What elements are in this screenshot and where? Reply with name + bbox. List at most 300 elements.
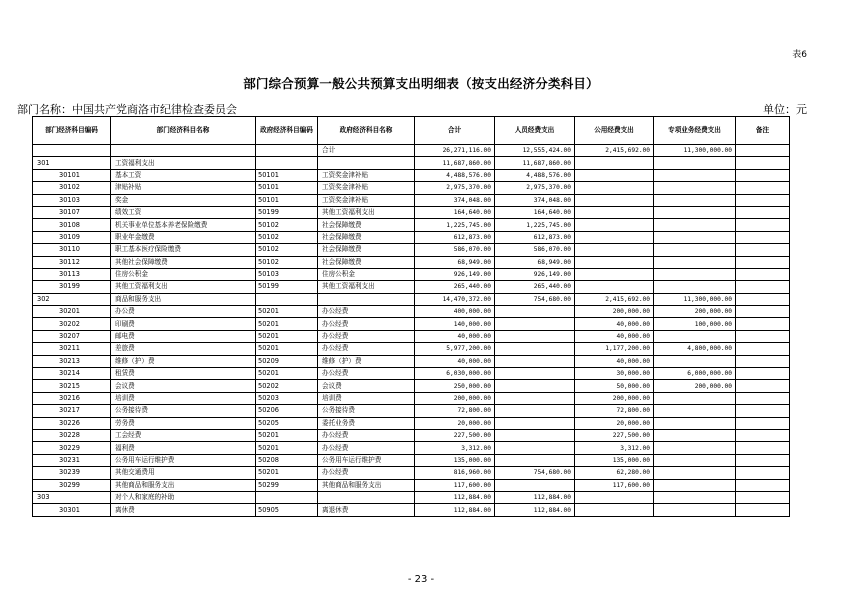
- cell-note: [736, 206, 790, 218]
- cell-total: 2,975,370.00: [415, 182, 495, 194]
- table-row: [33, 268, 790, 280]
- cell-dept-name: 离休费: [111, 504, 256, 516]
- cell-note: [736, 194, 790, 206]
- header-gov-code: 政府经济科目编码: [256, 117, 318, 145]
- cell-dept-code: 30216: [33, 392, 111, 404]
- cell-dept-name: 福利费: [111, 442, 256, 454]
- cell-gov-name: [318, 157, 415, 169]
- cell-total: 72,800.00: [415, 405, 495, 417]
- cell-total: 586,070.00: [415, 244, 495, 256]
- cell-personnel: 926,149.00: [495, 268, 575, 280]
- cell-personnel: 112,884.00: [495, 491, 575, 503]
- table-row: [33, 343, 790, 355]
- table-row: [33, 442, 790, 454]
- cell-personnel: [495, 417, 575, 429]
- cell-dept-code: 30103: [33, 194, 111, 206]
- cell-gov-code: 50299: [256, 479, 318, 491]
- cell-personnel: [495, 429, 575, 441]
- cell-gov-name: 工资奖金津补贴: [318, 169, 415, 181]
- cell-dept-code: 30217: [33, 405, 111, 417]
- cell-dept-code: 30301: [33, 504, 111, 516]
- cell-special: [654, 442, 736, 454]
- table-row: [33, 479, 790, 491]
- cell-dept-code: 30112: [33, 256, 111, 268]
- cell-total: 816,960.00: [415, 467, 495, 479]
- cell-dept-name: 培训费: [111, 392, 256, 404]
- cell-gov-code: 50201: [256, 429, 318, 441]
- table-number-label: 表6: [792, 50, 807, 60]
- cell-total: 374,048.00: [415, 194, 495, 206]
- cell-note: [736, 429, 790, 441]
- header-public: 公用经费支出: [575, 117, 654, 145]
- cell-dept-code: 30215: [33, 380, 111, 392]
- cell-gov-name: 合计: [318, 145, 415, 157]
- cell-gov-code: 50101: [256, 169, 318, 181]
- cell-dept-name: 工会经费: [111, 429, 256, 441]
- cell-note: [736, 504, 790, 516]
- cell-note: [736, 306, 790, 318]
- cell-special: 200,000.00: [654, 306, 736, 318]
- cell-total: 112,884.00: [415, 491, 495, 503]
- cell-total: 135,000.00: [415, 454, 495, 466]
- header-dept-name: 部门经济科目名称: [111, 117, 256, 145]
- cell-personnel: [495, 318, 575, 330]
- cell-gov-code: 50208: [256, 454, 318, 466]
- cell-gov-code: 50905: [256, 504, 318, 516]
- cell-gov-name: 培训费: [318, 392, 415, 404]
- cell-public: [575, 194, 654, 206]
- page-title: 部门综合预算一般公共预算支出明细表（按支出经济分类科目）: [243, 76, 599, 91]
- cell-personnel: [495, 405, 575, 417]
- cell-public: 227,500.00: [575, 429, 654, 441]
- cell-personnel: 754,680.00: [495, 293, 575, 305]
- cell-gov-name: [318, 293, 415, 305]
- cell-total: 6,030,000.00: [415, 368, 495, 380]
- table-row: [33, 194, 790, 206]
- cell-dept-name: 公务用车运行维护费: [111, 454, 256, 466]
- cell-total: 26,271,116.00: [415, 145, 495, 157]
- table-row: [33, 306, 790, 318]
- cell-personnel: 164,640.00: [495, 206, 575, 218]
- cell-gov-code: 50206: [256, 405, 318, 417]
- cell-gov-name: 办公经费: [318, 306, 415, 318]
- cell-special: [654, 479, 736, 491]
- table-row: [33, 219, 790, 231]
- cell-note: [736, 293, 790, 305]
- cell-gov-name: 委托业务费: [318, 417, 415, 429]
- cell-total: 14,470,372.00: [415, 293, 495, 305]
- table-row: [33, 380, 790, 392]
- currency-unit: 单位：元: [763, 103, 807, 116]
- cell-public: 72,800.00: [575, 405, 654, 417]
- cell-total: 1,225,745.00: [415, 219, 495, 231]
- cell-personnel: [495, 442, 575, 454]
- cell-personnel: 612,873.00: [495, 231, 575, 243]
- cell-total: 926,149.00: [415, 268, 495, 280]
- cell-dept-code: 30107: [33, 206, 111, 218]
- cell-dept-name: [111, 145, 256, 157]
- cell-gov-name: 公务接待费: [318, 405, 415, 417]
- cell-public: [575, 504, 654, 516]
- cell-dept-name: 租赁费: [111, 368, 256, 380]
- department-name: 部门名称：中国共产党商洛市纪律检查委员会: [17, 103, 237, 116]
- cell-public: 200,000.00: [575, 306, 654, 318]
- cell-gov-code: [256, 293, 318, 305]
- cell-dept-name: 商品和服务支出: [111, 293, 256, 305]
- cell-personnel: [495, 380, 575, 392]
- table-row: [33, 231, 790, 243]
- cell-note: [736, 491, 790, 503]
- cell-personnel: [495, 479, 575, 491]
- cell-gov-code: 50101: [256, 194, 318, 206]
- cell-special: [654, 157, 736, 169]
- cell-dept-name: 差旅费: [111, 343, 256, 355]
- cell-gov-name: 社会保障缴费: [318, 244, 415, 256]
- cell-dept-name: 其他商品和服务支出: [111, 479, 256, 491]
- cell-total: 200,000.00: [415, 392, 495, 404]
- cell-public: [575, 281, 654, 293]
- table-row: [33, 368, 790, 380]
- table-row: [33, 318, 790, 330]
- cell-dept-name: 其他交通费用: [111, 467, 256, 479]
- cell-note: [736, 467, 790, 479]
- cell-personnel: 12,555,424.00: [495, 145, 575, 157]
- cell-public: 1,177,200.00: [575, 343, 654, 355]
- cell-dept-name: 会议费: [111, 380, 256, 392]
- cell-dept-code: 30239: [33, 467, 111, 479]
- cell-note: [736, 281, 790, 293]
- cell-special: [654, 429, 736, 441]
- cell-dept-name: 劳务费: [111, 417, 256, 429]
- cell-dept-code: 30214: [33, 368, 111, 380]
- cell-gov-code: [256, 157, 318, 169]
- cell-total: 5,977,200.00: [415, 343, 495, 355]
- cell-dept-code: 30109: [33, 231, 111, 243]
- cell-note: [736, 368, 790, 380]
- cell-public: 50,000.00: [575, 380, 654, 392]
- cell-note: [736, 417, 790, 429]
- cell-special: [654, 256, 736, 268]
- cell-special: 11,300,000.00: [654, 145, 736, 157]
- page-number: - 23 -: [407, 574, 435, 585]
- cell-dept-name: 津贴补贴: [111, 182, 256, 194]
- table-row: [33, 491, 790, 503]
- table-row: [33, 206, 790, 218]
- cell-gov-name: 办公经费: [318, 442, 415, 454]
- cell-note: [736, 219, 790, 231]
- cell-total: 612,873.00: [415, 231, 495, 243]
- cell-public: [575, 157, 654, 169]
- cell-personnel: [495, 368, 575, 380]
- cell-total: 11,687,860.00: [415, 157, 495, 169]
- cell-total: 4,488,576.00: [415, 169, 495, 181]
- table-row: [33, 157, 790, 169]
- cell-dept-code: 30207: [33, 330, 111, 342]
- header-note: 备注: [736, 117, 790, 145]
- cell-special: 6,000,000.00: [654, 368, 736, 380]
- table-row: [33, 330, 790, 342]
- cell-dept-name: 基本工资: [111, 169, 256, 181]
- cell-dept-code: 30211: [33, 343, 111, 355]
- cell-total: 40,000.00: [415, 330, 495, 342]
- cell-dept-code: 30229: [33, 442, 111, 454]
- cell-public: [575, 231, 654, 243]
- cell-public: [575, 206, 654, 218]
- cell-personnel: 11,687,860.00: [495, 157, 575, 169]
- cell-gov-code: 50199: [256, 281, 318, 293]
- cell-dept-code: 30102: [33, 182, 111, 194]
- cell-note: [736, 454, 790, 466]
- cell-special: [654, 219, 736, 231]
- cell-total: 3,312.00: [415, 442, 495, 454]
- table-header-row: [33, 117, 790, 145]
- header-gov-name: 政府经济科目名称: [318, 117, 415, 145]
- cell-gov-code: 50202: [256, 380, 318, 392]
- cell-special: [654, 467, 736, 479]
- cell-personnel: [495, 306, 575, 318]
- table-row: [33, 392, 790, 404]
- header-dept-code: 部门经济科目编码: [33, 117, 111, 145]
- cell-total: 400,000.00: [415, 306, 495, 318]
- cell-special: 11,300,000.00: [654, 293, 736, 305]
- table-row: [33, 355, 790, 367]
- cell-dept-name: 对个人和家庭的补助: [111, 491, 256, 503]
- cell-gov-name: 社会保障缴费: [318, 256, 415, 268]
- cell-gov-code: 50201: [256, 368, 318, 380]
- cell-note: [736, 256, 790, 268]
- cell-special: [654, 281, 736, 293]
- header-personnel: 人员经费支出: [495, 117, 575, 145]
- cell-gov-code: [256, 491, 318, 503]
- cell-dept-code: 30231: [33, 454, 111, 466]
- cell-public: [575, 244, 654, 256]
- cell-total: 140,000.00: [415, 318, 495, 330]
- cell-note: [736, 145, 790, 157]
- cell-note: [736, 330, 790, 342]
- cell-gov-code: 50203: [256, 392, 318, 404]
- cell-special: [654, 417, 736, 429]
- cell-gov-code: 50102: [256, 244, 318, 256]
- cell-note: [736, 442, 790, 454]
- cell-gov-code: 50199: [256, 206, 318, 218]
- cell-personnel: 112,884.00: [495, 504, 575, 516]
- cell-public: 40,000.00: [575, 330, 654, 342]
- cell-personnel: 2,975,370.00: [495, 182, 575, 194]
- cell-gov-name: 离退休费: [318, 504, 415, 516]
- cell-special: [654, 330, 736, 342]
- cell-special: [654, 169, 736, 181]
- cell-personnel: 265,440.00: [495, 281, 575, 293]
- table-row: [33, 169, 790, 181]
- table-row: [33, 293, 790, 305]
- cell-personnel: [495, 454, 575, 466]
- cell-public: [575, 256, 654, 268]
- cell-gov-name: 办公经费: [318, 429, 415, 441]
- cell-special: [654, 194, 736, 206]
- cell-dept-name: 奖金: [111, 194, 256, 206]
- cell-dept-code: 30113: [33, 268, 111, 280]
- cell-note: [736, 244, 790, 256]
- cell-gov-name: 社会保障缴费: [318, 231, 415, 243]
- cell-note: [736, 318, 790, 330]
- cell-personnel: 586,070.00: [495, 244, 575, 256]
- cell-total: 20,000.00: [415, 417, 495, 429]
- cell-total: 68,949.00: [415, 256, 495, 268]
- cell-gov-code: 50101: [256, 182, 318, 194]
- cell-dept-code: 301: [33, 157, 111, 169]
- cell-personnel: 1,225,745.00: [495, 219, 575, 231]
- cell-special: [654, 268, 736, 280]
- cell-gov-name: 办公经费: [318, 368, 415, 380]
- cell-dept-name: 其他社会保障缴费: [111, 256, 256, 268]
- cell-special: [654, 392, 736, 404]
- cell-gov-name: 工资奖金津补贴: [318, 182, 415, 194]
- cell-dept-name: 公务接待费: [111, 405, 256, 417]
- cell-special: [654, 491, 736, 503]
- cell-personnel: [495, 343, 575, 355]
- cell-special: [654, 405, 736, 417]
- cell-dept-code: 30299: [33, 479, 111, 491]
- cell-note: [736, 392, 790, 404]
- cell-gov-name: [318, 491, 415, 503]
- cell-gov-code: 50201: [256, 330, 318, 342]
- cell-special: 100,000.00: [654, 318, 736, 330]
- cell-public: 2,415,692.00: [575, 293, 654, 305]
- cell-gov-code: 50102: [256, 256, 318, 268]
- cell-gov-name: 办公经费: [318, 318, 415, 330]
- cell-dept-code: 30226: [33, 417, 111, 429]
- table-row: [33, 281, 790, 293]
- cell-note: [736, 231, 790, 243]
- cell-public: 200,000.00: [575, 392, 654, 404]
- cell-gov-name: 办公经费: [318, 467, 415, 479]
- header-total: 合计: [415, 117, 495, 145]
- cell-gov-code: 50103: [256, 268, 318, 280]
- cell-gov-name: 工资奖金津补贴: [318, 194, 415, 206]
- cell-dept-name: 维修（护）费: [111, 355, 256, 367]
- cell-dept-name: 办公费: [111, 306, 256, 318]
- cell-dept-code: 30110: [33, 244, 111, 256]
- table-row: [33, 454, 790, 466]
- cell-note: [736, 405, 790, 417]
- cell-public: 135,000.00: [575, 454, 654, 466]
- cell-personnel: 68,949.00: [495, 256, 575, 268]
- cell-personnel: 754,680.00: [495, 467, 575, 479]
- cell-total: 250,000.00: [415, 380, 495, 392]
- cell-public: 30,000.00: [575, 368, 654, 380]
- cell-gov-code: 50205: [256, 417, 318, 429]
- cell-dept-name: 机关事业单位基本养老保险缴费: [111, 219, 256, 231]
- cell-dept-name: 其他工资福利支出: [111, 281, 256, 293]
- table-row: [33, 417, 790, 429]
- cell-dept-code: 30101: [33, 169, 111, 181]
- cell-gov-name: 其他工资福利支出: [318, 206, 415, 218]
- cell-gov-code: 50209: [256, 355, 318, 367]
- table-row: [33, 244, 790, 256]
- cell-dept-code: 30228: [33, 429, 111, 441]
- cell-gov-name: 维修（护）费: [318, 355, 415, 367]
- cell-special: [654, 231, 736, 243]
- cell-gov-code: 50102: [256, 219, 318, 231]
- cell-special: [654, 355, 736, 367]
- cell-total: 117,600.00: [415, 479, 495, 491]
- cell-special: [654, 244, 736, 256]
- table-row: [33, 256, 790, 268]
- cell-dept-name: 绩效工资: [111, 206, 256, 218]
- cell-gov-name: 办公经费: [318, 330, 415, 342]
- cell-special: 200,000.00: [654, 380, 736, 392]
- cell-public: [575, 219, 654, 231]
- cell-personnel: 4,488,576.00: [495, 169, 575, 181]
- header-special: 专项业务经费支出: [654, 117, 736, 145]
- table-row: [33, 467, 790, 479]
- cell-note: [736, 343, 790, 355]
- cell-gov-code: 50201: [256, 442, 318, 454]
- cell-dept-code: 30108: [33, 219, 111, 231]
- cell-gov-code: 50201: [256, 318, 318, 330]
- cell-gov-name: 社会保障缴费: [318, 219, 415, 231]
- expenditure-table: [32, 116, 790, 517]
- cell-note: [736, 157, 790, 169]
- cell-gov-code: 50201: [256, 306, 318, 318]
- cell-note: [736, 479, 790, 491]
- cell-note: [736, 380, 790, 392]
- cell-public: 2,415,692.00: [575, 145, 654, 157]
- cell-public: 40,000.00: [575, 318, 654, 330]
- cell-total: 227,500.00: [415, 429, 495, 441]
- cell-personnel: 374,048.00: [495, 194, 575, 206]
- cell-personnel: [495, 392, 575, 404]
- cell-public: [575, 169, 654, 181]
- cell-public: [575, 268, 654, 280]
- cell-dept-name: 邮电费: [111, 330, 256, 342]
- cell-dept-code: 30201: [33, 306, 111, 318]
- cell-note: [736, 169, 790, 181]
- cell-dept-name: 住房公积金: [111, 268, 256, 280]
- cell-special: [654, 206, 736, 218]
- cell-dept-code: 302: [33, 293, 111, 305]
- cell-gov-code: 50102: [256, 231, 318, 243]
- cell-personnel: [495, 355, 575, 367]
- cell-public: [575, 491, 654, 503]
- cell-note: [736, 268, 790, 280]
- cell-dept-code: 303: [33, 491, 111, 503]
- cell-dept-code: 30213: [33, 355, 111, 367]
- cell-gov-name: 办公经费: [318, 343, 415, 355]
- cell-gov-name: 其他商品和服务支出: [318, 479, 415, 491]
- table-row: [33, 429, 790, 441]
- table-row: [33, 504, 790, 516]
- cell-public: 40,000.00: [575, 355, 654, 367]
- cell-gov-name: 住房公积金: [318, 268, 415, 280]
- table-row: [33, 145, 790, 157]
- cell-note: [736, 355, 790, 367]
- cell-total: 164,640.00: [415, 206, 495, 218]
- cell-total: 265,440.00: [415, 281, 495, 293]
- cell-gov-code: [256, 145, 318, 157]
- cell-public: 117,600.00: [575, 479, 654, 491]
- cell-total: 112,884.00: [415, 504, 495, 516]
- cell-dept-name: 职工基本医疗保险缴费: [111, 244, 256, 256]
- cell-dept-code: 30202: [33, 318, 111, 330]
- cell-note: [736, 182, 790, 194]
- cell-personnel: [495, 330, 575, 342]
- cell-dept-name: 印刷费: [111, 318, 256, 330]
- cell-special: [654, 182, 736, 194]
- cell-dept-code: 30199: [33, 281, 111, 293]
- table-body: [33, 145, 790, 517]
- cell-gov-code: 50201: [256, 343, 318, 355]
